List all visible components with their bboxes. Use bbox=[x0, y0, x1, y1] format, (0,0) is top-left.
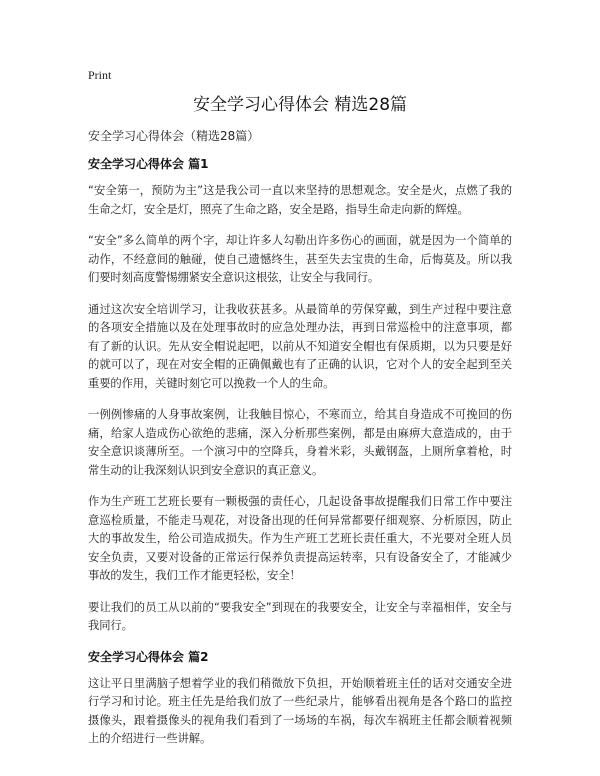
paragraph: 通过这次安全培训学习，让我收获甚多。从最简单的劳保穿戴，到生产过程中要注意的各项安全措施以及在处理事故时的应急处理办法，再到日常巡检中的注意事项，都有了新的认识。先从安全帽说起吧，以前从不知道安全帽也有保质期，以为只要是好的就可以了，现在对安全帽的正确佩戴也有了正确的认识，它对个人的安全起到至关重要的作用，关键时刻它可以挽救一个人的生命。 bbox=[88, 302, 512, 390]
paragraph: “安全第一，预防为主”这是我公司一直以来坚持的思想观念。安全是火，点燃了我的生命之灯，安全是灯，照亮了生命之路，安全是路，指导生命走向新的辉煌。 bbox=[88, 184, 512, 216]
paragraph: 作为生产班工艺班长要有一颗极强的责任心，几起设备事故提醒我们日常工作中要注意巡检质量，不能走马观花，对设备出现的任何异常都要仔细观察、分析原因，防止大的事故发生，给公司造成损失。作为生产班工艺班长责任重大，不光要对全班人员安全负责，又要对设备的正常运行保养负责提高运转率，只有设备安全了，才能减少事故的发生，我们工作才能更轻松，安全！ bbox=[88, 495, 512, 582]
section-heading: 安全学习心得体会 篇1 bbox=[88, 157, 209, 171]
paragraph: 这让平日里满脑子想着学业的我们稍微放下负担，开始顺着班主任的话对交通安全进行学习和讨论。班主任先是给我们放了一些纪录片，能够看出视角是各个路口的监控摄像头，跟着摄像头的视角我们看到了一场场的车祸，每次车祸班主任都会顺着视频上的介绍进行一些讲解。 bbox=[88, 676, 512, 745]
paragraph: 要让我们的员工从以前的“要我安全”到现在的我要安全，让安全与幸福相伴，安全与我同行。 bbox=[88, 600, 512, 632]
section-2 bbox=[88, 649, 512, 749]
paragraph: “安全”多么简单的两个字，却让许多人勾勒出许多伤心的画面，就是因为一个简单的动作，不经意间的触碰，使自己遗憾终生，甚至失去宝贵的生命，后悔莫及。所以我们要时刻高度警惕绷紧安全意识这根弦，让安全与我同行。 bbox=[88, 234, 512, 284]
section-heading: 安全学习心得体会 篇2 bbox=[88, 649, 209, 664]
document-title: 安全学习心得体会 精选28篇 bbox=[192, 95, 408, 115]
section-1 bbox=[88, 156, 512, 636]
document-subtitle: 安全学习心得体会（精选28篇） bbox=[88, 129, 260, 143]
print-label[interactable]: Print bbox=[88, 68, 112, 82]
paragraph: 一例例惨痛的人身事故案例，让我触目惊心，不寒而立，给其自身造成不可挽回的伤痛，给家人造成伤心欲绝的悲痛，深入分析那些案例，都是由麻痹大意造成的，由于安全意识谈薄所至。一个演习中的空降兵，身着米彩，头戴钢盔，上厕所拿着枪，时常生动的让我深刻认识到安全意识的真正意义。 bbox=[88, 408, 512, 477]
